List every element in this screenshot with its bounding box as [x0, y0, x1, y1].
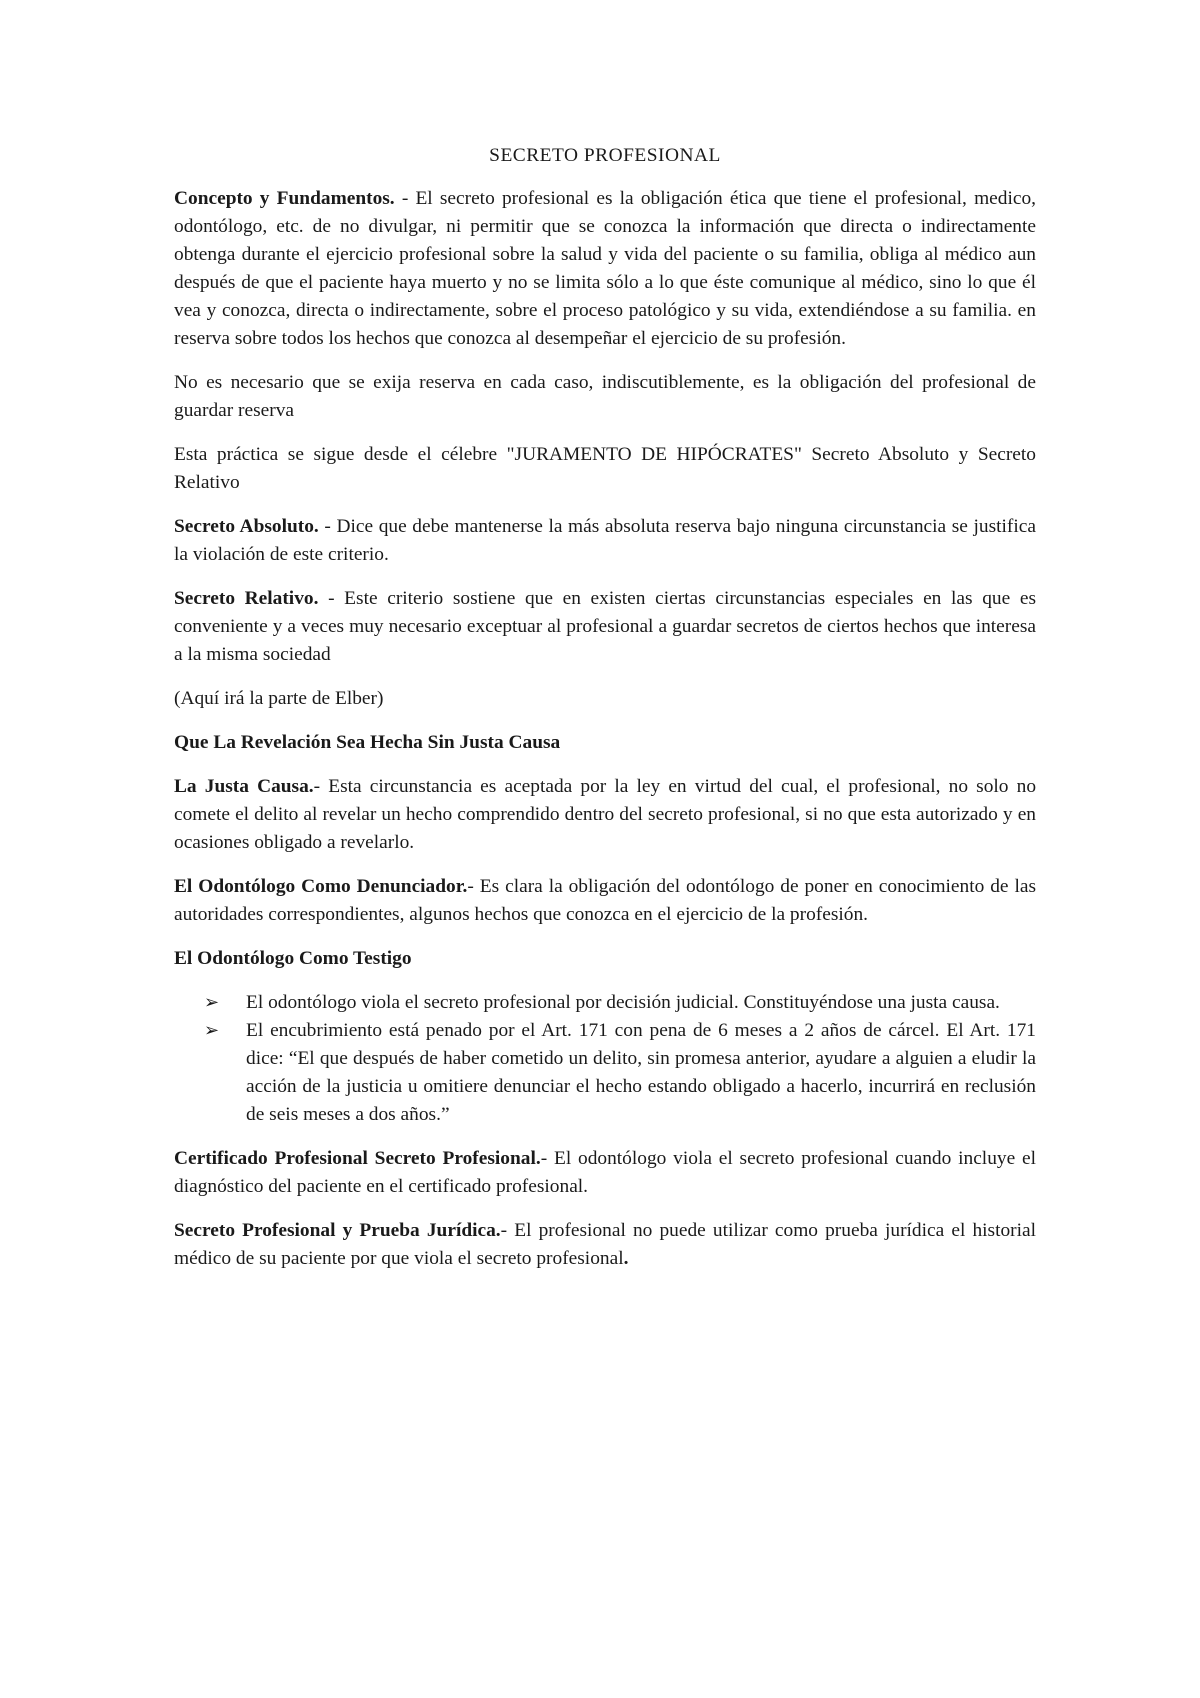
paragraph-certificado — [174, 1145, 1036, 1201]
denunciador-text: - Es clara la obligación del odontólogo de poner en conocimiento de las autoridades correspondientes, algunos hechos que conozca en el ejercicio de la profesión. — [174, 876, 1037, 925]
paragraph-prueba-juridica — [174, 1217, 1036, 1273]
paragraph-secreto-absoluto — [174, 513, 1036, 569]
absoluto-label: Secreto Absoluto. — [174, 516, 319, 537]
paragraph-secreto-relativo — [174, 585, 1036, 669]
certificado-label: Certificado Profesional Secreto Profesional. — [174, 1148, 541, 1169]
list-item — [174, 989, 1036, 1017]
paragraph-reserva: No es necesario que se exija reserva en cada caso, indiscutiblemente, es la obligación del profesional de guardar reserva — [174, 372, 1036, 421]
paragraph-juramento: Esta práctica se sigue desde el célebre "JURAMENTO DE HIPÓCRATES" Secreto Absoluto y Secreto Relativo — [174, 444, 1036, 493]
justa-causa-text: - Esta circunstancia es aceptada por la ley en virtud del cual, el profesional, no solo no comete el delito al revelar un hecho comprendido dentro del secreto profesional, si no que esta autorizado y en ocasiones obligado a revelarlo. — [174, 776, 1037, 853]
justa-causa-label: La Justa Causa. — [174, 776, 314, 797]
document-title: SECRETO PROFESIONAL — [489, 145, 721, 166]
arrowhead-bullet-icon: ➢ — [204, 1020, 220, 1041]
paragraph-justa-causa — [174, 773, 1036, 857]
heading-revelacion: Que La Revelación Sea Hecha Sin Justa Causa — [174, 732, 561, 753]
prueba-text: - El profesional no puede utilizar como prueba jurídica el historial médico de su paciente por que viola el secreto profesional — [174, 1220, 1036, 1269]
paragraph-elber-note: (Aquí irá la parte de Elber) — [174, 688, 384, 709]
concepto-text: - El secreto profesional es la obligación ética que tiene el profesional, medico, odontólogo, etc. de no divulgar, ni permitir que se conozca la información que directa o indirectamente obtenga durante el ejercicio profesional sobre la salud y vida del paciente o su familia, obliga al médico aun después de que el paciente haya muerto y no se limita sólo a lo que éste comunique al médico, sino lo que él vea y conozca, directa o indirectamente, sobre el proceso patológico y su vida, extendiéndose a su familia. en reserva sobre todos los hechos que conozca al desempeñar el ejercicio de su profesión. — [174, 188, 1036, 349]
prueba-label: Secreto Profesional y Prueba Jurídica. — [174, 1220, 501, 1241]
certificado-text: - El odontólogo viola el secreto profesional cuando incluye el diagnóstico del paciente en el certificado profesional. — [174, 1148, 1036, 1197]
concepto-label: Concepto y Fundamentos. — [174, 188, 395, 209]
arrowhead-bullet-icon: ➢ — [204, 992, 220, 1013]
heading-testigo: El Odontólogo Como Testigo — [174, 948, 412, 969]
list-item-text: El encubrimiento está penado por el Art. 171 con pena de 6 meses a 2 años de cárcel. El Art. 171 dice: “El que después de haber cometido un delito, sin promesa anterior, ayudare a alguien a eludir la acción de la justicia u omitiere denunciar el hecho estando obligado a hacerlo, incurrirá en reclusión de seis meses a dos años.” — [246, 1020, 1036, 1125]
paragraph-concepto — [174, 185, 1036, 353]
paragraph-denunciador — [174, 873, 1036, 929]
testigo-bullet-list — [174, 989, 1036, 1129]
document-page — [174, 142, 1036, 1289]
prueba-end: . — [623, 1248, 629, 1269]
list-item — [174, 1017, 1036, 1129]
relativo-label: Secreto Relativo. — [174, 588, 319, 609]
denunciador-label: El Odontólogo Como Denunciador. — [174, 876, 468, 897]
absoluto-text: - Dice que debe mantenerse la más absoluta reserva bajo ninguna circunstancia se justifica la violación de este criterio. — [174, 516, 1036, 565]
list-item-text: El odontólogo viola el secreto profesional por decisión judicial. Constituyéndose una justa causa. — [246, 992, 1000, 1013]
relativo-text: - Este criterio sostiene que en existen ciertas circunstancias especiales en las que es conveniente y a veces muy necesario exceptuar al profesional a guardar secretos de ciertos hechos que interesa a la misma sociedad — [174, 588, 1036, 665]
